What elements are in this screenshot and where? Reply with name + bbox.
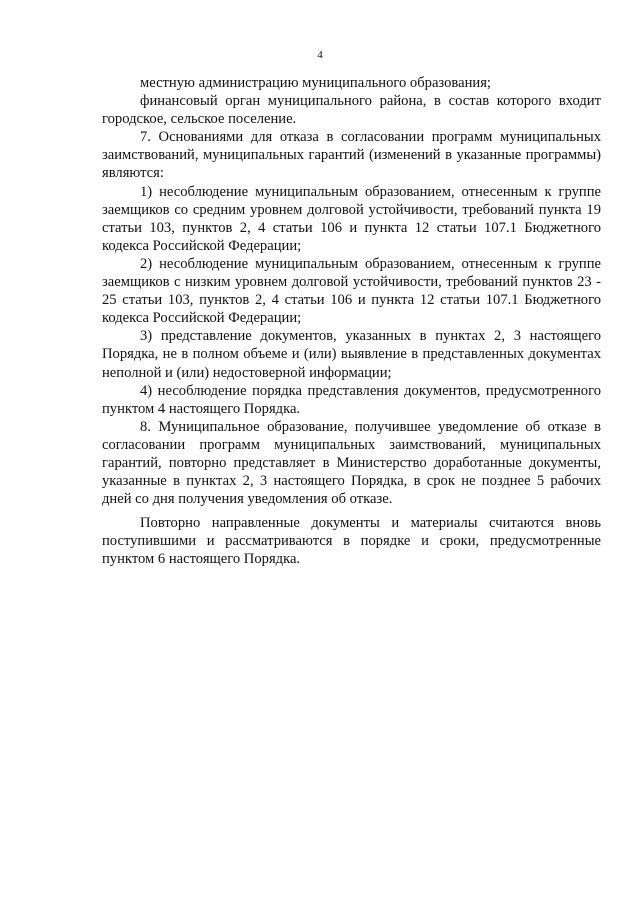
paragraph-ground-2: 2) несоблюдение муниципальным образованием, отнесенным к группе заемщиков с низким уровнем долговой устойчивости, требований пунктов 23 - 25 статьи 103, пунктов 2, 4 статьи 106 и пункта 12 статьи 107.1 Бюджетного кодекса Российской Федерации; bbox=[102, 255, 601, 327]
paragraph-resubmission: 8. Муниципальное образование, получившее уведомление об отказе в согласовании программ муниципальных заимствований, муниципальных гарантий, повторно представляет в Министерство доработанные документы, указанные в пунктах 2, 3 настоящего Порядка, в срок не позднее 5 рабочих дней со дня получения уведомления об отказе. bbox=[102, 418, 601, 508]
paragraph-ground-1: 1) несоблюдение муниципальным образованием, отнесенным к группе заемщиков со средним уровнем долговой устойчивости, требований пункта 19 статьи 103, пунктов 2, 4 статьи 106 и пункта 12 статьи 107.1 Бюджетного кодекса Российской Федерации; bbox=[102, 183, 601, 254]
paragraph-resubmitted-documents: Повторно направленные документы и материалы считаются вновь поступившими и рассматриваются в порядке и сроки, предусмотренные пунктом 6 настоящего Порядка. bbox=[102, 515, 601, 568]
paragraph-ground-3: 3) представление документов, указанных в пунктах 2, 3 настоящего Порядка, не в полном объеме и (или) выявление в представленных документах неполной и (или) недостоверной информации; bbox=[102, 328, 601, 381]
paragraph-refusal-grounds: 7. Основаниями для отказа в согласовании программ муниципальных заимствований, муниципальных гарантий (изменений в указанные программы) являются: bbox=[102, 129, 601, 182]
paragraph-local-administration: местную администрацию муниципального образования; bbox=[140, 75, 491, 91]
document-body bbox=[102, 74, 601, 569]
paragraph-financial-body: финансовый орган муниципального района, в состав которого входит городское, сельское поселение. bbox=[102, 93, 601, 128]
page-number: 4 bbox=[317, 49, 323, 61]
paragraph-ground-4: 4) несоблюдение порядка представления документов, предусмотренного пунктом 4 настоящего Порядка. bbox=[102, 382, 601, 417]
